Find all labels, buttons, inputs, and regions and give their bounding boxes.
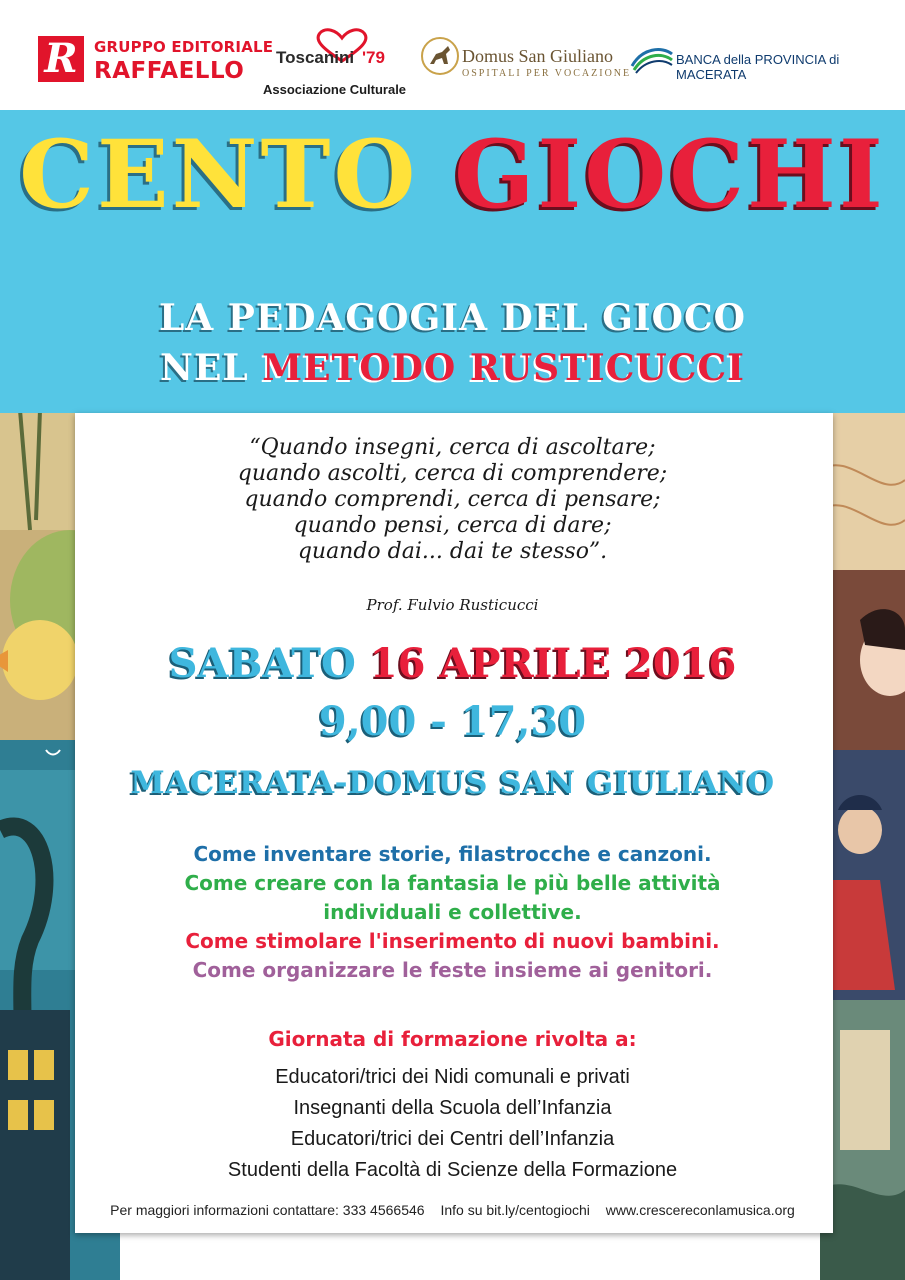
toscanini-logo-year: '79	[362, 48, 385, 67]
quote-line: quando comprendi, cerca di pensare;	[244, 487, 661, 512]
topics-list	[0, 840, 905, 985]
topic-item: Come creare con la fantasia le più belle attività	[184, 871, 721, 895]
domus-logo-name: Domus San Giuliano	[462, 46, 613, 66]
audience-item: Studenti della Facoltà di Scienze della Formazione	[227, 1159, 678, 1181]
banca-swoosh-icon	[630, 44, 674, 74]
event-date-value: 16 APRILE 2016	[369, 640, 737, 687]
subtitle-line2-highlight: METODO RUSTICUCCI	[262, 347, 745, 389]
footer-website-link[interactable]: www.crescereconlamusica.org	[605, 1202, 795, 1218]
quote-line: quando ascolti, cerca di comprendere;	[237, 461, 668, 486]
quote-line: quando pensi, cerca di dare;	[293, 513, 612, 538]
event-day: SABATO	[168, 640, 356, 687]
main-title	[0, 120, 905, 230]
topic-item: Come inventare storie, filastrocche e canzoni.	[193, 842, 712, 866]
topic-item: Come stimolare l'inserimento di nuovi bambini.	[185, 929, 720, 953]
topic-item: individuali e collettive.	[323, 900, 582, 924]
title-word-giochi: GIOCHI	[454, 120, 886, 230]
horse-rider-icon	[420, 36, 460, 76]
audience-list	[0, 1062, 905, 1186]
raffaello-logo-line2: RAFFAELLO	[94, 58, 245, 84]
event-time: 9,00 - 17,30	[318, 698, 587, 745]
audience-title: Giornata di formazione rivolta a:	[268, 1027, 637, 1051]
raffaello-logo-line1: GRUPPO EDITORIALE	[94, 38, 274, 56]
event-place: MACERATA-DOMUS SAN GIULIANO	[130, 765, 775, 801]
subtitle-line2-prefix: NEL	[160, 347, 249, 389]
subtitle-line1	[0, 297, 905, 339]
audience-item: Insegnanti della Scuola dell’Infanzia	[293, 1097, 612, 1119]
audience-item: Educatori/trici dei Centri dell’Infanzia	[290, 1128, 615, 1150]
footer-info-link[interactable]: Info su bit.ly/centogiochi	[440, 1202, 590, 1218]
banca-logo-name: BANCA della PROVINCIA di MACERATA	[676, 52, 840, 82]
footer-contact: Per maggiori informazioni contattare: 333 4566546	[110, 1202, 425, 1218]
domus-logo-tagline: OSPITALI PER VOCAZIONE	[462, 68, 632, 79]
quote-line: quando dai... dai te stesso”.	[297, 539, 608, 564]
quote-line: “Quando insegni, cerca di ascoltare;	[249, 435, 656, 460]
toscanini-logo-subtitle: Associazione Culturale	[263, 82, 407, 97]
subtitle-line1-text: LA PEDAGOGIA DEL GIOCO	[158, 297, 747, 339]
topic-item: Come organizzare le feste insieme ai genitori.	[192, 958, 713, 982]
quote-author: Prof. Fulvio Rusticucci	[366, 596, 539, 614]
raffaello-logo-mark: R	[38, 36, 84, 82]
audience-item: Educatori/trici dei Nidi comunali e privati	[275, 1066, 630, 1088]
footer-info	[0, 1202, 905, 1218]
title-word-cento: CENTO	[19, 120, 419, 230]
quote	[0, 435, 905, 565]
subtitle-line2	[0, 347, 905, 389]
toscanini-logo-name: Toscanini	[276, 48, 355, 67]
sponsor-header	[0, 0, 905, 110]
event-date	[0, 640, 905, 688]
